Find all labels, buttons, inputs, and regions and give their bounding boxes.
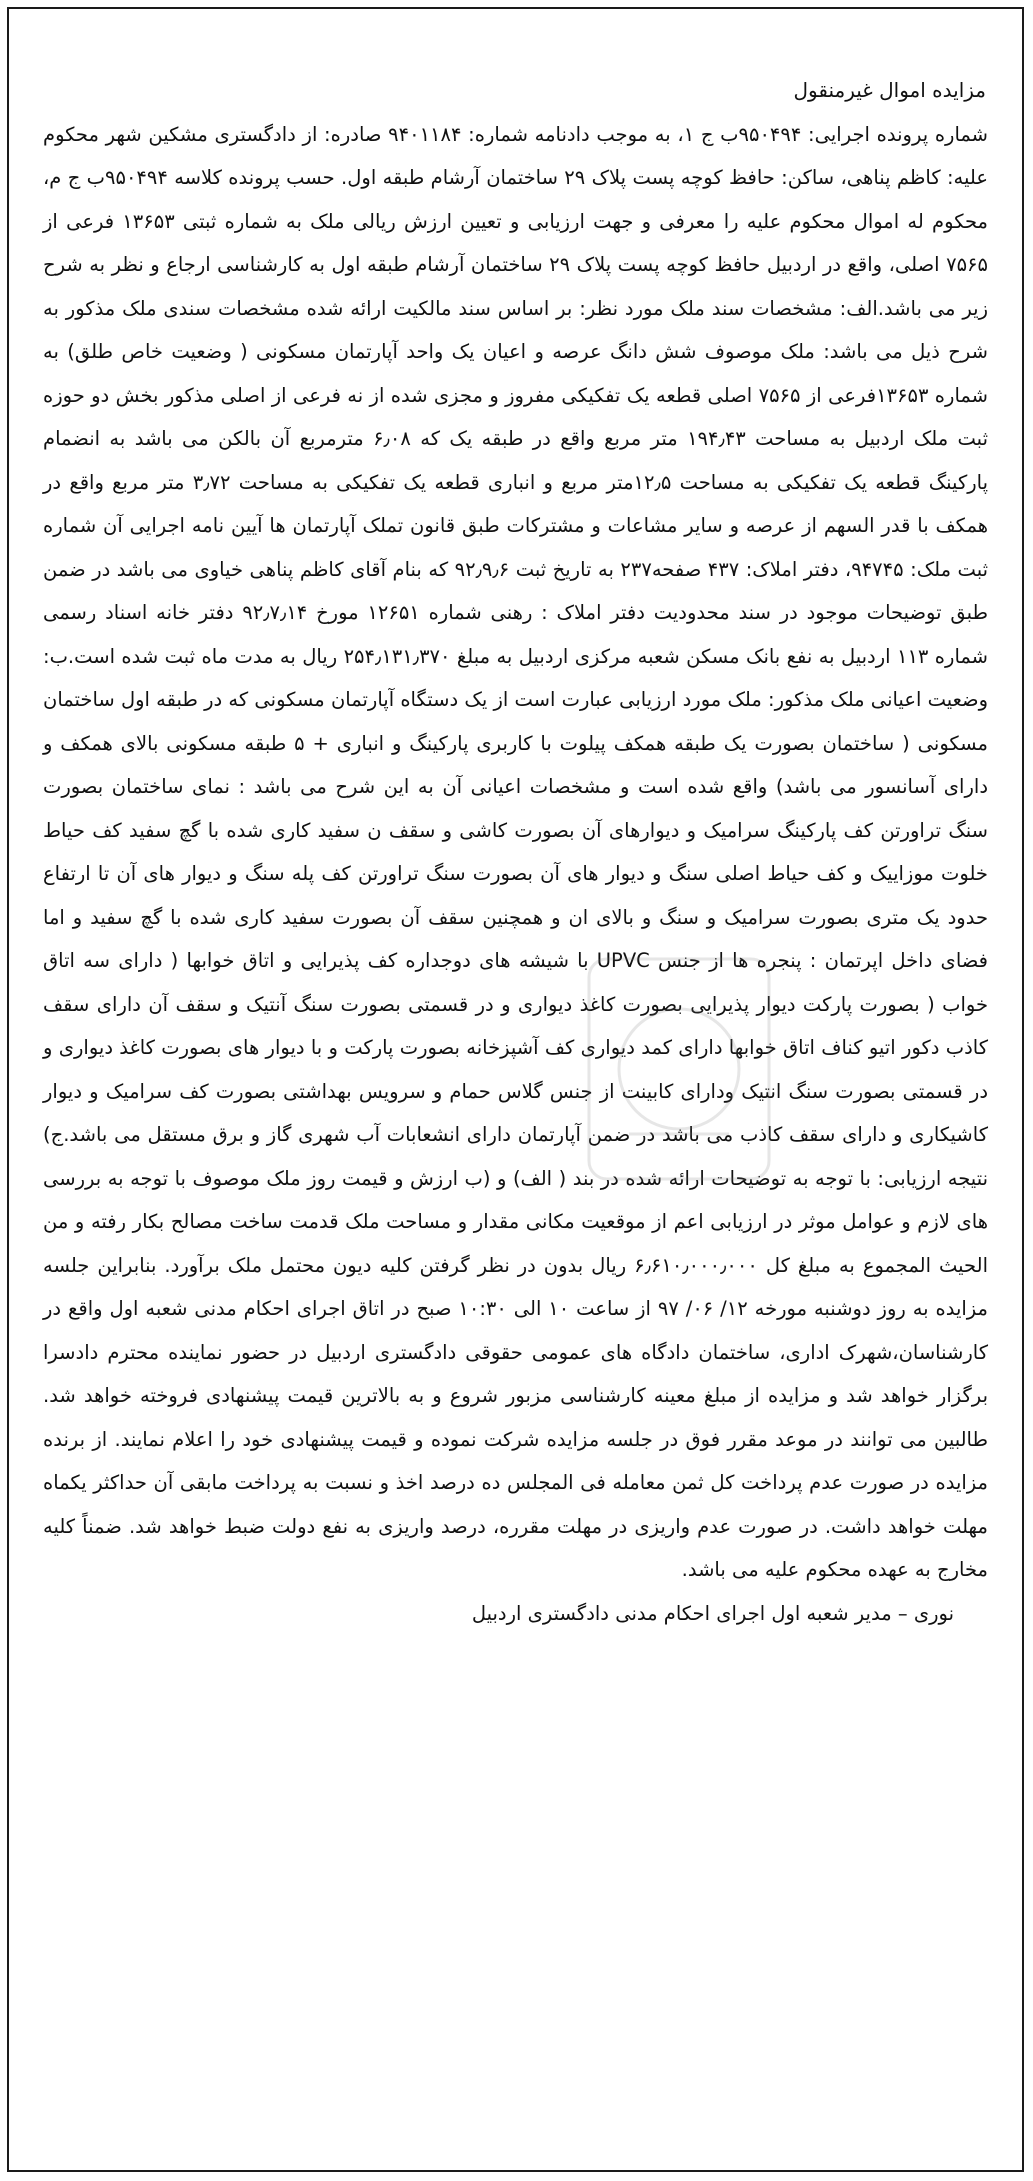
notice-frame [7, 7, 1024, 2172]
notice-body: شماره پرونده اجرایی: ۹۵۰۴۹۴ب ج ۱، به موجب دادنامه شماره: ۹۴۰۱۱۸۴ صادره: از دادگستری مشکین شهر محکوم علیه: کاظم پناهی، ساکن: حافظ کوچه پست پلاک ۲۹ ساختمان آرشام طبقه اول. حسب پرونده کلاسه ۹۵۰۴۹۴ب ج م، محکوم له اموال محکوم علیه را معرفی و جهت ارزیابی و تعیین ارزش ریالی ملک به شماره ثبتی ۱۳۶۵۳ فرعی از ۷۵۶۵ اصلی، واقع در اردبیل حافظ کوچه پست پلاک ۲۹ ساختمان آرشام طبقه اول به کارشناسی ارجاع و نظر به شرح زیر می باشد.الف: مشخصات سند ملک مورد نظر: بر اساس سند مالکیت ارائه شده مشخصات سندی ملک مذکور به شرح ذیل می باشد: ملک موصوف شش دانگ عرصه و اعیان یک واحد آپارتمان مسکونی ( وضعیت خاص طلق) به شماره ۱۳۶۵۳فرعی از ۷۵۶۵ اصلی قطعه یک تفکیکی مفروز و مجزی شده از نه فرعی از اصلی مذکور بخش دو حوزه ثبت ملک اردبیل به مساحت ۱۹۴٫۴۳ متر مربع واقع در طبقه یک که ۶٫۰۸ مترمربع آن بالکن می باشد به انضمام پارکینگ قطعه یک تفکیکی به مساحت ۱۲٫۵متر مربع و انباری قطعه یک تفکیکی به مساحت ۳٫۷۲ متر مربع واقع در همکف با قدر السهم از عرصه و سایر مشاعات و مشترکات طبق قانون تملک آپارتمان ها آیین نامه اجرایی آن شماره ثبت ملک: ۹۴۷۴۵، دفتر املاک: ۴۳۷ صفحه۲۳۷ به تاریخ ثبت ۹۲٫۹٫۶ که بنام آقای کاظم پناهی خیاوی می باشد در ضمن طبق توضیحات موجود در سند محدودیت دفتر املاک : رهنی شماره ۱۲۶۵۱ مورخ ۹۲٫۷٫۱۴ دفتر خانه اسناد رسمی شماره ۱۱۳ اردبیل به نفع بانک مسکن شعبه مرکزی اردبیل به مبلغ ۲۵۴٫۱۳۱٫۳۷۰ ریال به مدت ماه ثبت شده است.ب: وضعیت اعیانی ملک مذکور: ملک مورد ارزیابی عبارت است از یک دستگاه آپارتمان مسکونی که در طبقه اول ساختمان مسکونی ( ساختمان بصورت یک طبقه همکف پیلوت با کاربری پارکینگ و انباری + ۵ طبقه مسکونی بالای همکف و دارای آسانسور می باشد) واقع شده است و مشخصات اعیانی آن به این شرح می باشد : نمای ساختمان بصورت سنگ تراورتن کف پارکینگ سرامیک و دیوارهای آن بصورت کاشی و سقف ن سفید کاری شده با گچ سفید کف حیاط خلوت موزاییک و کف حیاط اصلی سنگ و دیوار های آن بصورت سنگ تراورتن کف پله سنگ و دیوار های آن تا ارتفاع حدود یک متری بصورت سرامیک و سنگ و بالای ان و همچنین سقف آن بصورت سفید کاری شده با گچ سفید و اما فضای داخل اپرتمان : پنجره ها از جنس UPVC با شیشه های دوجداره کف پذیرایی و اتاق خوابها ( دارای سه اتاق خواب ( بصورت پارکت دیوار پذیرایی بصورت کاغذ دیواری و در قسمتی بصورت سنگ آنتیک و سقف آن دارای سقف کاذب دکور اتیو کناف اتاق خوابها دارای کمد دیواری کف آشپزخانه بصورت پارکت و با دیوار های بصورت کاغذ دیواری و در قسمتی بصورت سنگ انتیک ودارای کابینت از جنس گلاس حمام و سرویس بهداشتی بصورت کف سرامیک و دیوار کاشیکاری و دارای سقف کاذب می باشد در ضمن آپارتمان دارای انشعابات آب شهری گاز و برق مستقل می باشد.ج) نتیجه ارزیابی: با توجه به توضیحات ارائه شده در بند ( الف) و (ب ارزش و قیمت روز ملک موصوف با توجه به بررسی های لازم و عوامل موثر در ارزیابی اعم از موقعیت مکانی مقدار و مساحت ملک قدمت ساخت مصالح بکار رفته و من الحیث المجموع به مبلغ کل ۶٫۶۱۰٫۰۰۰٫۰۰۰ ریال بدون در نظر گرفتن کلیه دیون محتمل ملک برآورد. بنابراین جلسه مزایده به روز دوشنبه مورخه ۱۲/ ۰۶/ ۹۷ از ساعت ۱۰ الی ۱۰:۳۰ صبح در اتاق اجرای احکام مدنی شعبه اول واقع در کارشناسان،شهرک اداری، ساختمان دادگاه های عمومی حقوقی دادگستری اردبیل در حضور نماینده محترم دادسرا برگزار خواهد شد و مزایده از مبلغ معینه کارشناسی مزبور شروع و به بالاترین قیمت پیشنهادی فروخته خواهد شد. طالبین می توانند در موعد مقرر فوق در جلسه مزایده شرکت نموده و قیمت پیشنهادی خود را اعلام نمایند. از برنده مزایده در صورت عدم پرداخت کل ثمن معامله فی المجلس ده درصد اخذ و نسبت به پرداخت مابقی آن حداکثر یکماه مهلت خواهد داشت. در صورت عدم واریزی در مهلت مقرره، درصد واریزی به نفع دولت ضبط خواهد شد. ضمناً کلیه مخارج به عهده محکوم علیه می باشد. [43, 122, 989, 1581]
auction-notice [43, 69, 988, 1635]
notice-title: مزایده اموال غیرمنقول [793, 78, 986, 102]
notice-signature: نوری – مدیر شعبه اول اجرای احکام مدنی دادگستری اردبیل [471, 1601, 954, 1625]
